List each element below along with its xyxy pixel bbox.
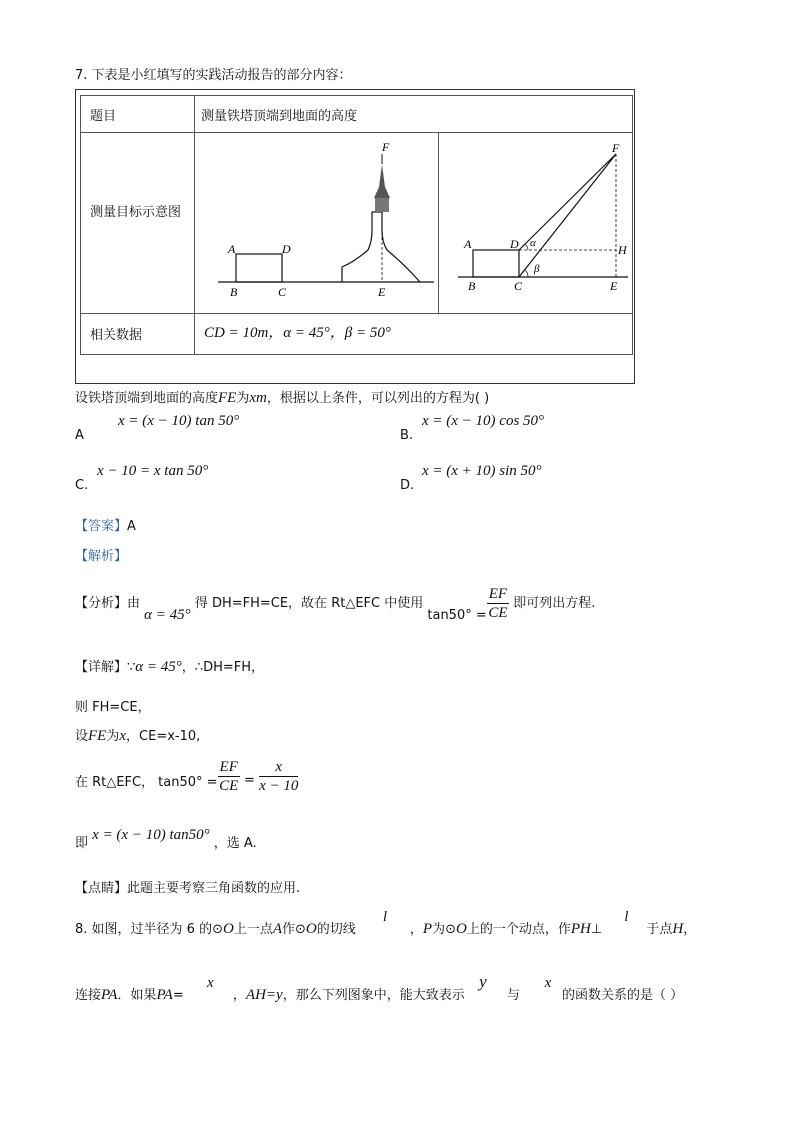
fig2-label: β: [534, 263, 540, 275]
analysis-tag: 【解析】: [75, 549, 128, 564]
fig1-label: E: [378, 285, 386, 299]
option-a-letter[interactable]: A: [75, 428, 84, 443]
fig1-label: F: [382, 140, 390, 154]
fig2-label: C: [514, 279, 523, 293]
detail-line1: 【详解】∵α = 45°，∴DH=FH，: [75, 659, 264, 675]
fig2-label: A: [464, 237, 472, 251]
option-b-equation: x = (x − 10) cos 50°: [422, 413, 545, 429]
q7-question: 设铁塔顶端到地面的高度FE为xm，根据以上条件，可以列出的方程为( ): [75, 390, 490, 406]
geometry-figure: [438, 132, 631, 312]
option-a-equation: x = (x − 10) tan 50°: [118, 413, 240, 429]
option-c-equation: x − 10 = x tan 50°: [97, 463, 209, 479]
table-cell: [80, 132, 195, 314]
option-c-letter[interactable]: C.: [75, 478, 89, 493]
fig2-label: H: [618, 243, 627, 257]
fig1-label: D: [282, 242, 291, 256]
row2-label: 测量目标示意图: [90, 205, 182, 220]
fig2-label: B: [468, 279, 476, 293]
fig2-label: α: [530, 237, 536, 249]
detail-line4: 在 Rt△EFC， tan50° = $\frac{EF}{CE}$ = $\frac{x}{x - 10}$: [75, 759, 299, 794]
fig2-label: F: [612, 141, 620, 155]
row3-value: CD = 10m，α = 45°，β = 50°: [204, 325, 391, 341]
row1-label: 题目: [90, 109, 117, 124]
fenxi: 【分析】由 α = 45° 得 DH=FH=CE，故在 Rt△EFC 中使用 tan50° = $\frac{EF}{CE}$ 即可列出方程.: [75, 586, 596, 623]
option-d-letter[interactable]: D.: [400, 478, 415, 493]
option-b-letter[interactable]: B.: [400, 428, 414, 443]
q7-title: 7. 下表是小红填写的实践活动报告的部分内容：: [75, 68, 352, 83]
fig1-label: B: [230, 285, 238, 299]
fig2-label: D: [510, 237, 519, 251]
fig2-label: E: [610, 279, 618, 293]
detail-line3: 设FE为x，CE=x-10,: [75, 728, 201, 744]
detail-line5: 即 x = (x − 10) tan50° ，选 A.: [75, 827, 257, 851]
row1-value: 测量铁塔顶端到地面的高度: [201, 109, 358, 124]
q8-line1: 8. 如图，过半径为 6 的⊙O上一点A作⊙O的切线 l，P为⊙O上的一个动点，作PH⊥ l于点H，: [75, 909, 697, 937]
answer: 【答案】A: [75, 519, 136, 534]
dianjing: 【点睛】此题主要考察三角函数的应用.: [75, 881, 301, 896]
row3-label: 相关数据: [90, 328, 143, 343]
fig1-label: C: [278, 285, 287, 299]
detail-line2: 则 FH=CE，: [75, 700, 151, 715]
tower-figure: [194, 132, 437, 312]
q8-line2: 连接PA．如果PA= x，AH=y，那么下列图象中，能大致表示 y与 x的函数关系的是（ ）: [75, 972, 684, 1003]
fig1-label: A: [228, 242, 236, 256]
option-d-equation: x = (x + 10) sin 50°: [422, 463, 542, 479]
